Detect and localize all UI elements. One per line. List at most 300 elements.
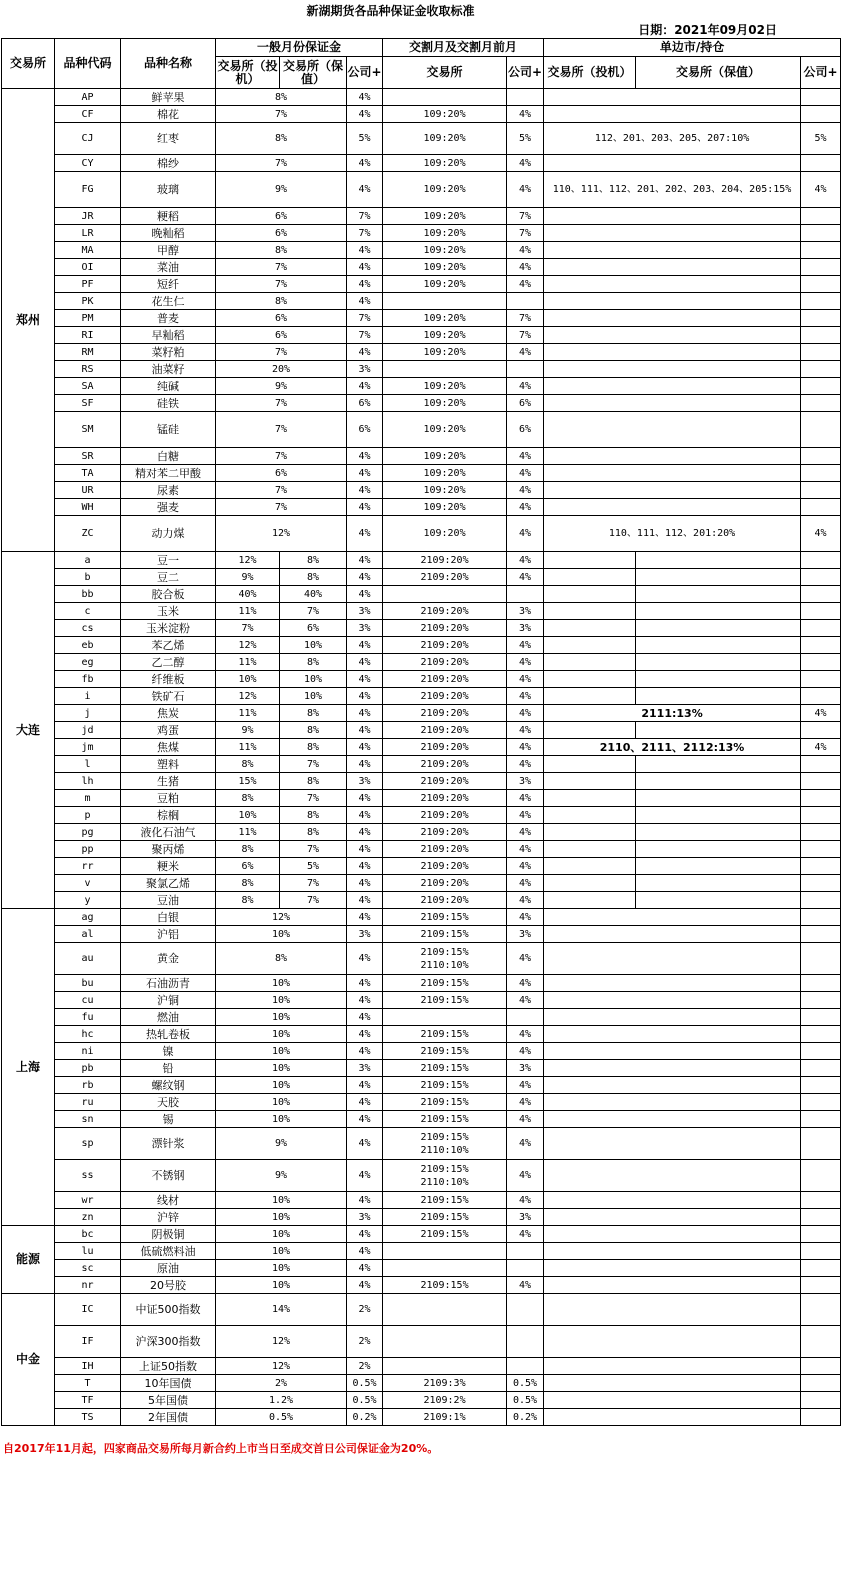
company-add-cell: 4% [347, 1277, 383, 1294]
spec-margin-cell: 8% [216, 943, 347, 975]
company-add-cell: 6% [347, 395, 383, 412]
exchange-cell: 郑州 [2, 89, 55, 552]
delivery-company-cell: 4% [507, 637, 544, 654]
code-cell: RI [55, 327, 121, 344]
table-row [2, 1192, 841, 1209]
unilateral-hedge-cell [636, 824, 801, 841]
delivery-margin-cell: 2109:15% [383, 992, 507, 1009]
code-cell: IC [55, 1294, 121, 1326]
unilateral-margin-cell [544, 1409, 801, 1426]
table-row [2, 395, 841, 412]
delivery-company-cell: 4% [507, 705, 544, 722]
spec-margin-cell: 9% [216, 172, 347, 208]
company-add-cell: 3% [347, 620, 383, 637]
table-row [2, 293, 841, 310]
unilateral-company-cell [801, 1128, 841, 1160]
delivery-margin-cell: 2109:20% [383, 603, 507, 620]
code-cell: AP [55, 89, 121, 106]
delivery-company-cell: 4% [507, 858, 544, 875]
name-cell: 原油 [121, 1260, 216, 1277]
delivery-company-cell: 4% [507, 499, 544, 516]
company-add-cell: 4% [347, 722, 383, 739]
name-cell: 苯乙烯 [121, 637, 216, 654]
unilateral-company-cell [801, 1160, 841, 1192]
table-row [2, 1243, 841, 1260]
unilateral-company-cell: 4% [801, 172, 841, 208]
unilateral-company-cell [801, 637, 841, 654]
code-cell: sp [55, 1128, 121, 1160]
spec-margin-cell: 11% [216, 824, 280, 841]
unilateral-hedge-cell [636, 569, 801, 586]
unilateral-margin-cell [544, 654, 636, 671]
spec-margin-cell: 11% [216, 654, 280, 671]
delivery-company-cell: 4% [507, 824, 544, 841]
company-add-cell: 4% [347, 1077, 383, 1094]
company-add-cell: 3% [347, 1060, 383, 1077]
unilateral-hedge-cell [636, 671, 801, 688]
unilateral-company-cell [801, 499, 841, 516]
unilateral-margin-cell [544, 1294, 801, 1326]
delivery-company-cell: 7% [507, 327, 544, 344]
company-add-cell: 4% [347, 552, 383, 569]
company-add-cell: 4% [347, 276, 383, 293]
delivery-company-cell: 4% [507, 378, 544, 395]
unilateral-margin-cell [544, 482, 801, 499]
code-cell: al [55, 926, 121, 943]
unilateral-margin-cell: 2111:13% [544, 705, 801, 722]
name-header: 品种名称 [121, 39, 216, 89]
delivery-company-cell: 4% [507, 465, 544, 482]
general-spec-header: 交易所（投机） [216, 57, 280, 89]
company-add-cell: 7% [347, 327, 383, 344]
unilateral-margin-cell [544, 395, 801, 412]
delivery-margin-cell: 2109:15% 2110:10% [383, 1160, 507, 1192]
company-add-cell: 4% [347, 344, 383, 361]
unilateral-company-cell [801, 310, 841, 327]
spec-margin-cell: 8% [216, 293, 347, 310]
delivery-company-cell: 4% [507, 1026, 544, 1043]
table-row [2, 499, 841, 516]
table-row [2, 482, 841, 499]
unilateral-company-cell [801, 1094, 841, 1111]
spec-margin-cell: 6% [216, 465, 347, 482]
company-add-cell: 4% [347, 1243, 383, 1260]
unilateral-company-cell [801, 756, 841, 773]
unilateral-company-cell: 4% [801, 705, 841, 722]
unilateral-margin-cell [544, 1277, 801, 1294]
company-add-cell: 4% [347, 790, 383, 807]
unilateral-header: 单边市/持仓 [544, 39, 841, 57]
unilateral-margin-cell: 110、111、112、201、202、203、204、205:15% [544, 172, 801, 208]
spec-margin-cell: 12% [216, 1358, 347, 1375]
hedge-margin-cell: 8% [280, 739, 347, 756]
table-row [2, 790, 841, 807]
delivery-company-cell: 4% [507, 841, 544, 858]
code-cell: zn [55, 1209, 121, 1226]
company-add-cell: 4% [347, 1111, 383, 1128]
unilateral-margin-cell [544, 637, 636, 654]
table-row [2, 943, 841, 975]
delivery-company-cell [507, 1358, 544, 1375]
delivery-company-cell: 3% [507, 620, 544, 637]
unilateral-margin-cell [544, 293, 801, 310]
unilateral-margin-cell [544, 1392, 801, 1409]
delivery-company-cell: 4% [507, 1277, 544, 1294]
unilateral-margin-cell [544, 1009, 801, 1026]
name-cell: 早籼稻 [121, 327, 216, 344]
delivery-company-cell: 0.5% [507, 1375, 544, 1392]
table-row [2, 824, 841, 841]
unilateral-company-cell [801, 841, 841, 858]
code-cell: TS [55, 1409, 121, 1426]
code-cell: cu [55, 992, 121, 1009]
unilateral-company-cell [801, 603, 841, 620]
delivery-company-cell: 4% [507, 943, 544, 975]
company-add-cell: 4% [347, 1009, 383, 1026]
code-cell: m [55, 790, 121, 807]
delivery-margin-cell: 2109:20% [383, 722, 507, 739]
unilateral-company-cell [801, 412, 841, 448]
company-add-cell: 4% [347, 1192, 383, 1209]
delivery-company-cell: 4% [507, 1043, 544, 1060]
unilateral-company-cell [801, 688, 841, 705]
code-cell: FG [55, 172, 121, 208]
hedge-margin-cell: 10% [280, 637, 347, 654]
spec-margin-cell: 12% [216, 1326, 347, 1358]
delivery-margin-cell: 2109:15% [383, 926, 507, 943]
delivery-company-cell [507, 1294, 544, 1326]
delivery-company-cell: 4% [507, 1226, 544, 1243]
name-cell: 粳米 [121, 858, 216, 875]
unilateral-company-cell [801, 155, 841, 172]
table-row [2, 892, 841, 909]
spec-margin-cell: 7% [216, 412, 347, 448]
unilateral-margin-cell [544, 1358, 801, 1375]
name-cell: 20号胶 [121, 1277, 216, 1294]
company-add-cell: 4% [347, 155, 383, 172]
code-cell: pb [55, 1060, 121, 1077]
name-cell: 锰硅 [121, 412, 216, 448]
unilateral-hedge-cell [636, 773, 801, 790]
table-row [2, 155, 841, 172]
name-cell: 石油沥青 [121, 975, 216, 992]
unilateral-margin-cell [544, 1192, 801, 1209]
delivery-company-cell: 4% [507, 1111, 544, 1128]
delivery-margin-cell [383, 1294, 507, 1326]
unilateral-hedge-cell [636, 875, 801, 892]
code-cell: b [55, 569, 121, 586]
delivery-company-cell: 4% [507, 1128, 544, 1160]
unilateral-company-cell [801, 1409, 841, 1426]
company-add-cell: 4% [347, 705, 383, 722]
delivery-margin-cell: 2109:15% [383, 1209, 507, 1226]
table-row [2, 841, 841, 858]
spec-margin-cell: 10% [216, 1111, 347, 1128]
company-add-cell: 0.5% [347, 1375, 383, 1392]
code-header: 品种代码 [55, 39, 121, 89]
delivery-company-cell [507, 1243, 544, 1260]
unilateral-margin-cell [544, 1077, 801, 1094]
delivery-company-cell: 4% [507, 276, 544, 293]
unilateral-company-cell [801, 975, 841, 992]
name-cell: 铁矿石 [121, 688, 216, 705]
unilateral-hedge-cell [636, 620, 801, 637]
unilateral-company-cell [801, 1192, 841, 1209]
name-cell: 鸡蛋 [121, 722, 216, 739]
unilateral-margin-cell [544, 552, 636, 569]
unilateral-company-cell [801, 1375, 841, 1392]
spec-margin-cell: 10% [216, 1243, 347, 1260]
name-cell: 螺纹钢 [121, 1077, 216, 1094]
delivery-margin-cell: 2109:20% [383, 773, 507, 790]
table-row [2, 361, 841, 378]
unilateral-margin-cell [544, 807, 636, 824]
spec-margin-cell: 7% [216, 155, 347, 172]
code-cell: eg [55, 654, 121, 671]
hedge-margin-cell: 5% [280, 858, 347, 875]
delivery-company-cell: 7% [507, 310, 544, 327]
delivery-margin-cell: 2109:20% [383, 637, 507, 654]
delivery-margin-cell [383, 361, 507, 378]
name-cell: 粳稻 [121, 208, 216, 225]
delivery-margin-cell: 2109:2% [383, 1392, 507, 1409]
name-cell: 燃油 [121, 1009, 216, 1026]
company-add-cell: 4% [347, 1226, 383, 1243]
unilateral-company-cell: 5% [801, 123, 841, 155]
delivery-margin-cell: 109:20% [383, 344, 507, 361]
unilateral-margin-cell [544, 975, 801, 992]
name-cell: 5年国债 [121, 1392, 216, 1409]
company-add-cell: 6% [347, 412, 383, 448]
delivery-company-cell: 6% [507, 412, 544, 448]
spec-margin-cell: 7% [216, 620, 280, 637]
unilateral-margin-cell [544, 412, 801, 448]
spec-margin-cell: 7% [216, 482, 347, 499]
unilateral-company-cell [801, 824, 841, 841]
code-cell: TF [55, 1392, 121, 1409]
name-cell: 红枣 [121, 123, 216, 155]
unilateral-margin-cell [544, 1026, 801, 1043]
code-cell: bc [55, 1226, 121, 1243]
exchange-cell: 大连 [2, 552, 55, 909]
delivery-margin-cell: 109:20% [383, 123, 507, 155]
table-row [2, 586, 841, 603]
code-cell: p [55, 807, 121, 824]
unilateral-company-cell [801, 1111, 841, 1128]
company-add-cell: 5% [347, 123, 383, 155]
table-row [2, 620, 841, 637]
delivery-company-cell: 4% [507, 1160, 544, 1192]
code-cell: RS [55, 361, 121, 378]
unilateral-company-cell [801, 1277, 841, 1294]
table-row [2, 1094, 841, 1111]
name-cell: 普麦 [121, 310, 216, 327]
delivery-company-cell [507, 586, 544, 603]
code-cell: l [55, 756, 121, 773]
table-row [2, 208, 841, 225]
company-add-cell: 4% [347, 992, 383, 1009]
unilateral-company-cell [801, 448, 841, 465]
name-cell: 锡 [121, 1111, 216, 1128]
table-row [2, 516, 841, 552]
unilateral-margin-cell [544, 773, 636, 790]
company-add-cell: 3% [347, 773, 383, 790]
code-cell: bu [55, 975, 121, 992]
name-cell: 花生仁 [121, 293, 216, 310]
unilateral-company-cell [801, 892, 841, 909]
code-cell: pg [55, 824, 121, 841]
hedge-margin-cell: 8% [280, 569, 347, 586]
delivery-margin-cell: 2109:15% [383, 975, 507, 992]
unilateral-margin-cell [544, 586, 636, 603]
unilateral-margin-cell [544, 1094, 801, 1111]
delivery-company-cell [507, 293, 544, 310]
unilateral-company-cell [801, 395, 841, 412]
delivery-margin-cell [383, 586, 507, 603]
spec-margin-cell: 12% [216, 909, 347, 926]
delivery-margin-cell: 2109:3% [383, 1375, 507, 1392]
delivery-margin-cell: 109:20% [383, 259, 507, 276]
code-cell: lh [55, 773, 121, 790]
spec-margin-cell: 8% [216, 756, 280, 773]
delivery-company-cell: 0.2% [507, 1409, 544, 1426]
spec-margin-cell: 11% [216, 603, 280, 620]
unilateral-hedge-cell [636, 654, 801, 671]
delivery-margin-cell: 109:20% [383, 327, 507, 344]
code-cell: ru [55, 1094, 121, 1111]
spec-margin-cell: 0.5% [216, 1409, 347, 1426]
name-cell: 纯碱 [121, 378, 216, 395]
unilateral-margin-cell [544, 892, 636, 909]
code-cell: IH [55, 1358, 121, 1375]
table-row [2, 858, 841, 875]
delivery-company-cell: 7% [507, 208, 544, 225]
delivery-margin-cell: 2109:20% [383, 858, 507, 875]
unilateral-margin-cell [544, 1043, 801, 1060]
delivery-company-cell: 5% [507, 123, 544, 155]
spec-margin-cell: 10% [216, 1009, 347, 1026]
company-add-cell: 4% [347, 756, 383, 773]
name-cell: 热轧卷板 [121, 1026, 216, 1043]
name-cell: 铅 [121, 1060, 216, 1077]
code-cell: nr [55, 1277, 121, 1294]
name-cell: 不锈钢 [121, 1160, 216, 1192]
unilateral-margin-cell [544, 1128, 801, 1160]
spec-margin-cell: 10% [216, 671, 280, 688]
name-cell: 白银 [121, 909, 216, 926]
delivery-company-cell: 4% [507, 688, 544, 705]
unilateral-margin-cell [544, 1209, 801, 1226]
unilateral-company-header: 公司+ [801, 57, 841, 89]
table-row [2, 310, 841, 327]
delivery-margin-cell: 109:20% [383, 395, 507, 412]
delivery-margin-cell: 2109:20% [383, 688, 507, 705]
delivery-company-cell: 4% [507, 790, 544, 807]
spec-margin-cell: 10% [216, 1192, 347, 1209]
company-add-cell: 4% [347, 975, 383, 992]
code-cell: RM [55, 344, 121, 361]
unilateral-company-cell [801, 1077, 841, 1094]
name-cell: 焦炭 [121, 705, 216, 722]
spec-margin-cell: 8% [216, 892, 280, 909]
company-add-cell: 4% [347, 106, 383, 123]
delivery-company-cell: 4% [507, 875, 544, 892]
delivery-company-cell: 3% [507, 603, 544, 620]
unilateral-company-cell [801, 1043, 841, 1060]
table-row [2, 1375, 841, 1392]
unilateral-margin-cell [544, 1060, 801, 1077]
delivery-margin-cell: 109:20% [383, 310, 507, 327]
delivery-margin-cell: 109:20% [383, 465, 507, 482]
hedge-margin-cell: 8% [280, 773, 347, 790]
unilateral-margin-cell [544, 465, 801, 482]
unilateral-margin-cell [544, 943, 801, 975]
table-row [2, 1060, 841, 1077]
company-add-cell: 4% [347, 1260, 383, 1277]
unilateral-company-cell [801, 654, 841, 671]
spec-margin-cell: 12% [216, 637, 280, 654]
delivery-company-cell [507, 1326, 544, 1358]
table-row [2, 722, 841, 739]
unilateral-margin-cell [544, 106, 801, 123]
delivery-company-cell: 7% [507, 225, 544, 242]
delivery-margin-cell: 2109:20% [383, 875, 507, 892]
delivery-margin-cell: 2109:15% [383, 1043, 507, 1060]
unilateral-company-cell [801, 943, 841, 975]
unilateral-margin-cell [544, 841, 636, 858]
unilateral-margin-cell [544, 89, 801, 106]
table-body [2, 89, 841, 1426]
code-cell: fb [55, 671, 121, 688]
spec-margin-cell: 11% [216, 705, 280, 722]
unilateral-company-cell [801, 259, 841, 276]
table-row [2, 975, 841, 992]
delivery-margin-cell: 109:20% [383, 106, 507, 123]
unilateral-company-cell [801, 465, 841, 482]
company-add-cell: 4% [347, 516, 383, 552]
name-cell: 动力煤 [121, 516, 216, 552]
table-row [2, 807, 841, 824]
hedge-margin-cell: 10% [280, 688, 347, 705]
unilateral-hedge-header: 交易所（保值） [636, 57, 801, 89]
delivery-company-cell: 4% [507, 654, 544, 671]
unilateral-margin-cell [544, 344, 801, 361]
name-cell: 菜籽粕 [121, 344, 216, 361]
delivery-margin-cell: 2109:20% [383, 705, 507, 722]
unilateral-margin-cell [544, 620, 636, 637]
unilateral-company-cell: 4% [801, 516, 841, 552]
unilateral-margin-cell [544, 926, 801, 943]
delivery-margin-cell [383, 1243, 507, 1260]
spec-margin-cell: 7% [216, 499, 347, 516]
unilateral-margin-cell [544, 790, 636, 807]
spec-margin-cell: 10% [216, 807, 280, 824]
delivery-margin-cell: 2109:20% [383, 620, 507, 637]
unilateral-company-cell [801, 992, 841, 1009]
hedge-margin-cell: 7% [280, 790, 347, 807]
exchange-cell: 上海 [2, 909, 55, 1226]
company-add-cell: 0.5% [347, 1392, 383, 1409]
unilateral-company-cell [801, 858, 841, 875]
unilateral-margin-cell [544, 603, 636, 620]
company-add-cell: 3% [347, 361, 383, 378]
unilateral-margin-cell [544, 448, 801, 465]
unilateral-margin-cell [544, 722, 636, 739]
delivery-margin-cell: 2109:15% [383, 1026, 507, 1043]
table-row [2, 225, 841, 242]
unilateral-margin-cell [544, 671, 636, 688]
name-cell: 精对苯二甲酸 [121, 465, 216, 482]
